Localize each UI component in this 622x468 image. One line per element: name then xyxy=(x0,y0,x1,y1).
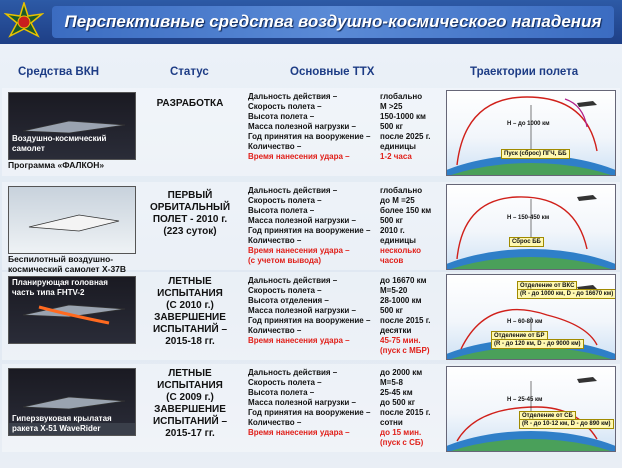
program-row xyxy=(2,182,620,274)
photo-caption: космический самолет X-37B xyxy=(8,264,127,274)
height-label: H – до 1000 км xyxy=(507,121,550,127)
spec-value: 150-1000 км xyxy=(380,112,426,121)
header-trajectory: Траектории полета xyxy=(470,66,579,78)
spec-label: Количество – xyxy=(248,142,302,151)
spec-value: 1-2 часа xyxy=(380,152,412,161)
status-line: ЛЕТНЫЕ xyxy=(168,276,212,287)
status-text xyxy=(144,190,236,238)
trajectory-note: Отделение от ВКС xyxy=(517,281,577,291)
status-line: ПЕРВЫЙ xyxy=(167,190,213,201)
trajectory-diagram xyxy=(446,274,616,360)
trajectory-note: Пуск (сброс) ПГЧ, ББ xyxy=(501,149,570,159)
spec-values xyxy=(380,186,431,266)
status-line: ЗАВЕРШЕНИЕ xyxy=(154,404,226,415)
spec-values xyxy=(380,276,430,356)
photo-overlay-label: Воздушно-космический xyxy=(12,134,107,143)
aircraft-body-icon xyxy=(23,121,125,133)
spec-value: 28-1000 км xyxy=(380,296,422,305)
status-line: (С 2009 г.) xyxy=(166,392,214,403)
emblem-icon xyxy=(4,2,44,42)
spec-value: более 150 км xyxy=(380,206,432,215)
status-line: (223 суток) xyxy=(163,226,217,237)
spec-label: Высота полета – xyxy=(248,112,315,121)
status-line: ИСПЫТАНИЙ – xyxy=(152,324,228,335)
trajectory-diagram xyxy=(446,366,616,452)
status-text xyxy=(144,98,236,110)
photo-overlay-label: Планирующая головная xyxy=(12,278,108,287)
program-row xyxy=(2,364,620,452)
spec-value: 45-75 мин. xyxy=(380,336,421,345)
spec-label: Дальность действия – xyxy=(248,186,338,195)
spec-value: после 2015 г. xyxy=(380,408,431,417)
trajectory-note: Отделение от БР xyxy=(491,331,548,341)
spec-labels xyxy=(248,186,370,266)
spec-value: несколько xyxy=(380,246,421,255)
height-label: H – 60-80 км xyxy=(507,319,543,325)
status-line: ПОЛЕТ - 2010 г. xyxy=(152,214,228,225)
spec-value: до 15 мин. xyxy=(380,428,422,437)
spec-label: Время нанесения удара – xyxy=(248,246,350,255)
spec-label: Высота полета – xyxy=(248,206,315,215)
spec-label: Скорость полета – xyxy=(248,196,322,205)
aircraft-image-icon xyxy=(9,187,135,253)
spec-value: до 16670 км xyxy=(380,276,427,285)
spec-value: после 2015 г. xyxy=(380,316,431,325)
status-line: РАЗРАБОТКА xyxy=(156,98,224,109)
spec-value: 500 кг xyxy=(380,306,403,315)
spec-value: (пуск с СБ) xyxy=(380,438,424,447)
program-row xyxy=(2,88,620,176)
spec-value: десятки xyxy=(380,326,412,335)
spec-label: Год принятия на вооружение – xyxy=(248,408,371,417)
spec-label: Масса полезной нагрузки – xyxy=(248,306,356,315)
trajectory-note: (R - до 10-12 км, D - до 890 км) xyxy=(519,419,614,429)
spec-label: Высота полета – xyxy=(248,388,315,397)
status-line: ИСПЫТАНИЯ xyxy=(157,288,223,299)
spec-label: Время нанесения удара – xyxy=(248,428,350,437)
spec-value: до 500 кг xyxy=(380,398,416,407)
status-line: (С 2010 г.) xyxy=(166,300,214,311)
vehicle-icon xyxy=(577,377,597,383)
spec-values xyxy=(380,92,430,162)
spec-label: Количество – xyxy=(248,418,302,427)
spec-value: после 2025 г. xyxy=(380,132,431,141)
spec-value: М=5-8 xyxy=(380,378,403,387)
spec-label: Год принятия на вооружение – xyxy=(248,226,371,235)
spec-label: (с учетом вывода) xyxy=(248,256,322,265)
spec-value: (пуск с МБР) xyxy=(380,346,430,355)
spec-value: глобально xyxy=(380,92,423,101)
status-line: 2015-17 гг. xyxy=(165,428,215,439)
spec-label: Скорость полета – xyxy=(248,378,322,387)
spec-label: Скорость полета – xyxy=(248,286,322,295)
photo-overlay-label: ракета X-51 WaveRider xyxy=(12,424,101,433)
trajectory-svg xyxy=(447,91,615,175)
trajectory-svg xyxy=(447,367,615,451)
photo-overlay-label: Гиперзвуковая крылатая xyxy=(12,414,112,423)
spec-value: 25-45 км xyxy=(380,388,413,397)
spec-value: глобально xyxy=(380,186,423,195)
photo-overlay-label: самолет xyxy=(12,144,45,153)
spec-label: Масса полезной нагрузки – xyxy=(248,398,356,407)
page-title: Перспективные средства воздушно-космического нападения xyxy=(52,6,614,38)
aircraft-body-icon xyxy=(29,215,119,231)
status-line: ИСПЫТАНИЙ – xyxy=(152,416,228,427)
spec-label: Год принятия на вооружение – xyxy=(248,132,371,141)
photo-overlay-label: часть типа FHTV-2 xyxy=(12,288,85,297)
header-specs: Основные ТТХ xyxy=(290,66,375,78)
spec-value: М >25 xyxy=(380,102,403,111)
header-means: Средства ВКН xyxy=(18,66,100,78)
height-label: H – 25-45 км xyxy=(507,397,543,403)
spec-label: Скорость полета – xyxy=(248,102,322,111)
program-row xyxy=(2,272,620,360)
vehicle-icon xyxy=(577,101,597,107)
spec-label: Время нанесения удара – xyxy=(248,336,350,345)
spec-labels xyxy=(248,368,370,438)
spec-value: до М =25 xyxy=(380,196,415,205)
trajectory-diagram xyxy=(446,184,616,270)
spec-labels xyxy=(248,276,370,346)
trajectory-note: Сброс ББ xyxy=(509,237,544,247)
trajectory-note: (R - до 1000 км, D - до 16670 км) xyxy=(517,289,616,299)
title-bar xyxy=(0,0,622,44)
spec-value: до 2000 км xyxy=(380,368,423,377)
aircraft-body-icon xyxy=(23,397,125,409)
spec-label: Масса полезной нагрузки – xyxy=(248,122,356,131)
status-line: ИСПЫТАНИЯ xyxy=(157,380,223,391)
spec-label: Дальность действия – xyxy=(248,276,338,285)
spec-label: Год принятия на вооружение – xyxy=(248,316,371,325)
spec-value: М=5-20 xyxy=(380,286,408,295)
spec-label: Дальность действия – xyxy=(248,92,338,101)
spec-value: 2010 г. xyxy=(380,226,405,235)
header-status: Статус xyxy=(170,66,209,78)
trajectory-svg xyxy=(447,185,615,269)
spec-value: 500 кг xyxy=(380,216,403,225)
height-label: H – 150-450 км xyxy=(507,215,550,221)
spec-value: сотни xyxy=(380,418,403,427)
spec-value: часов xyxy=(380,256,404,265)
spec-value: единицы xyxy=(380,236,416,245)
spec-values xyxy=(380,368,430,448)
spec-label: Высота отделения – xyxy=(248,296,329,305)
spec-labels xyxy=(248,92,370,162)
trajectory-note: Отделение от СБ xyxy=(519,411,576,421)
spec-label: Масса полезной нагрузки – xyxy=(248,216,356,225)
status-text xyxy=(144,276,236,348)
spec-label: Количество – xyxy=(248,326,302,335)
spec-label: Время нанесения удара – xyxy=(248,152,350,161)
vehicle-icon xyxy=(577,195,597,201)
trajectory-note: (R - до 120 км, D - до 9000 км) xyxy=(491,339,584,349)
spec-value: единицы xyxy=(380,142,416,151)
status-line: ОРБИТАЛЬНЫЙ xyxy=(149,202,231,213)
trajectory-diagram xyxy=(446,90,616,176)
photo-caption: Беспилотный воздушно- xyxy=(8,254,114,264)
status-line: ЛЕТНЫЕ xyxy=(168,368,212,379)
photo-caption: Программа «ФАЛКОН» xyxy=(8,160,105,170)
spec-label: Количество – xyxy=(248,236,302,245)
spec-value: 500 кг xyxy=(380,122,403,131)
spec-label: Дальность действия – xyxy=(248,368,338,377)
aircraft-photo xyxy=(8,186,136,254)
status-line: ЗАВЕРШЕНИЕ xyxy=(154,312,226,323)
status-text xyxy=(144,368,236,440)
status-line: 2015-18 гг. xyxy=(165,336,215,347)
